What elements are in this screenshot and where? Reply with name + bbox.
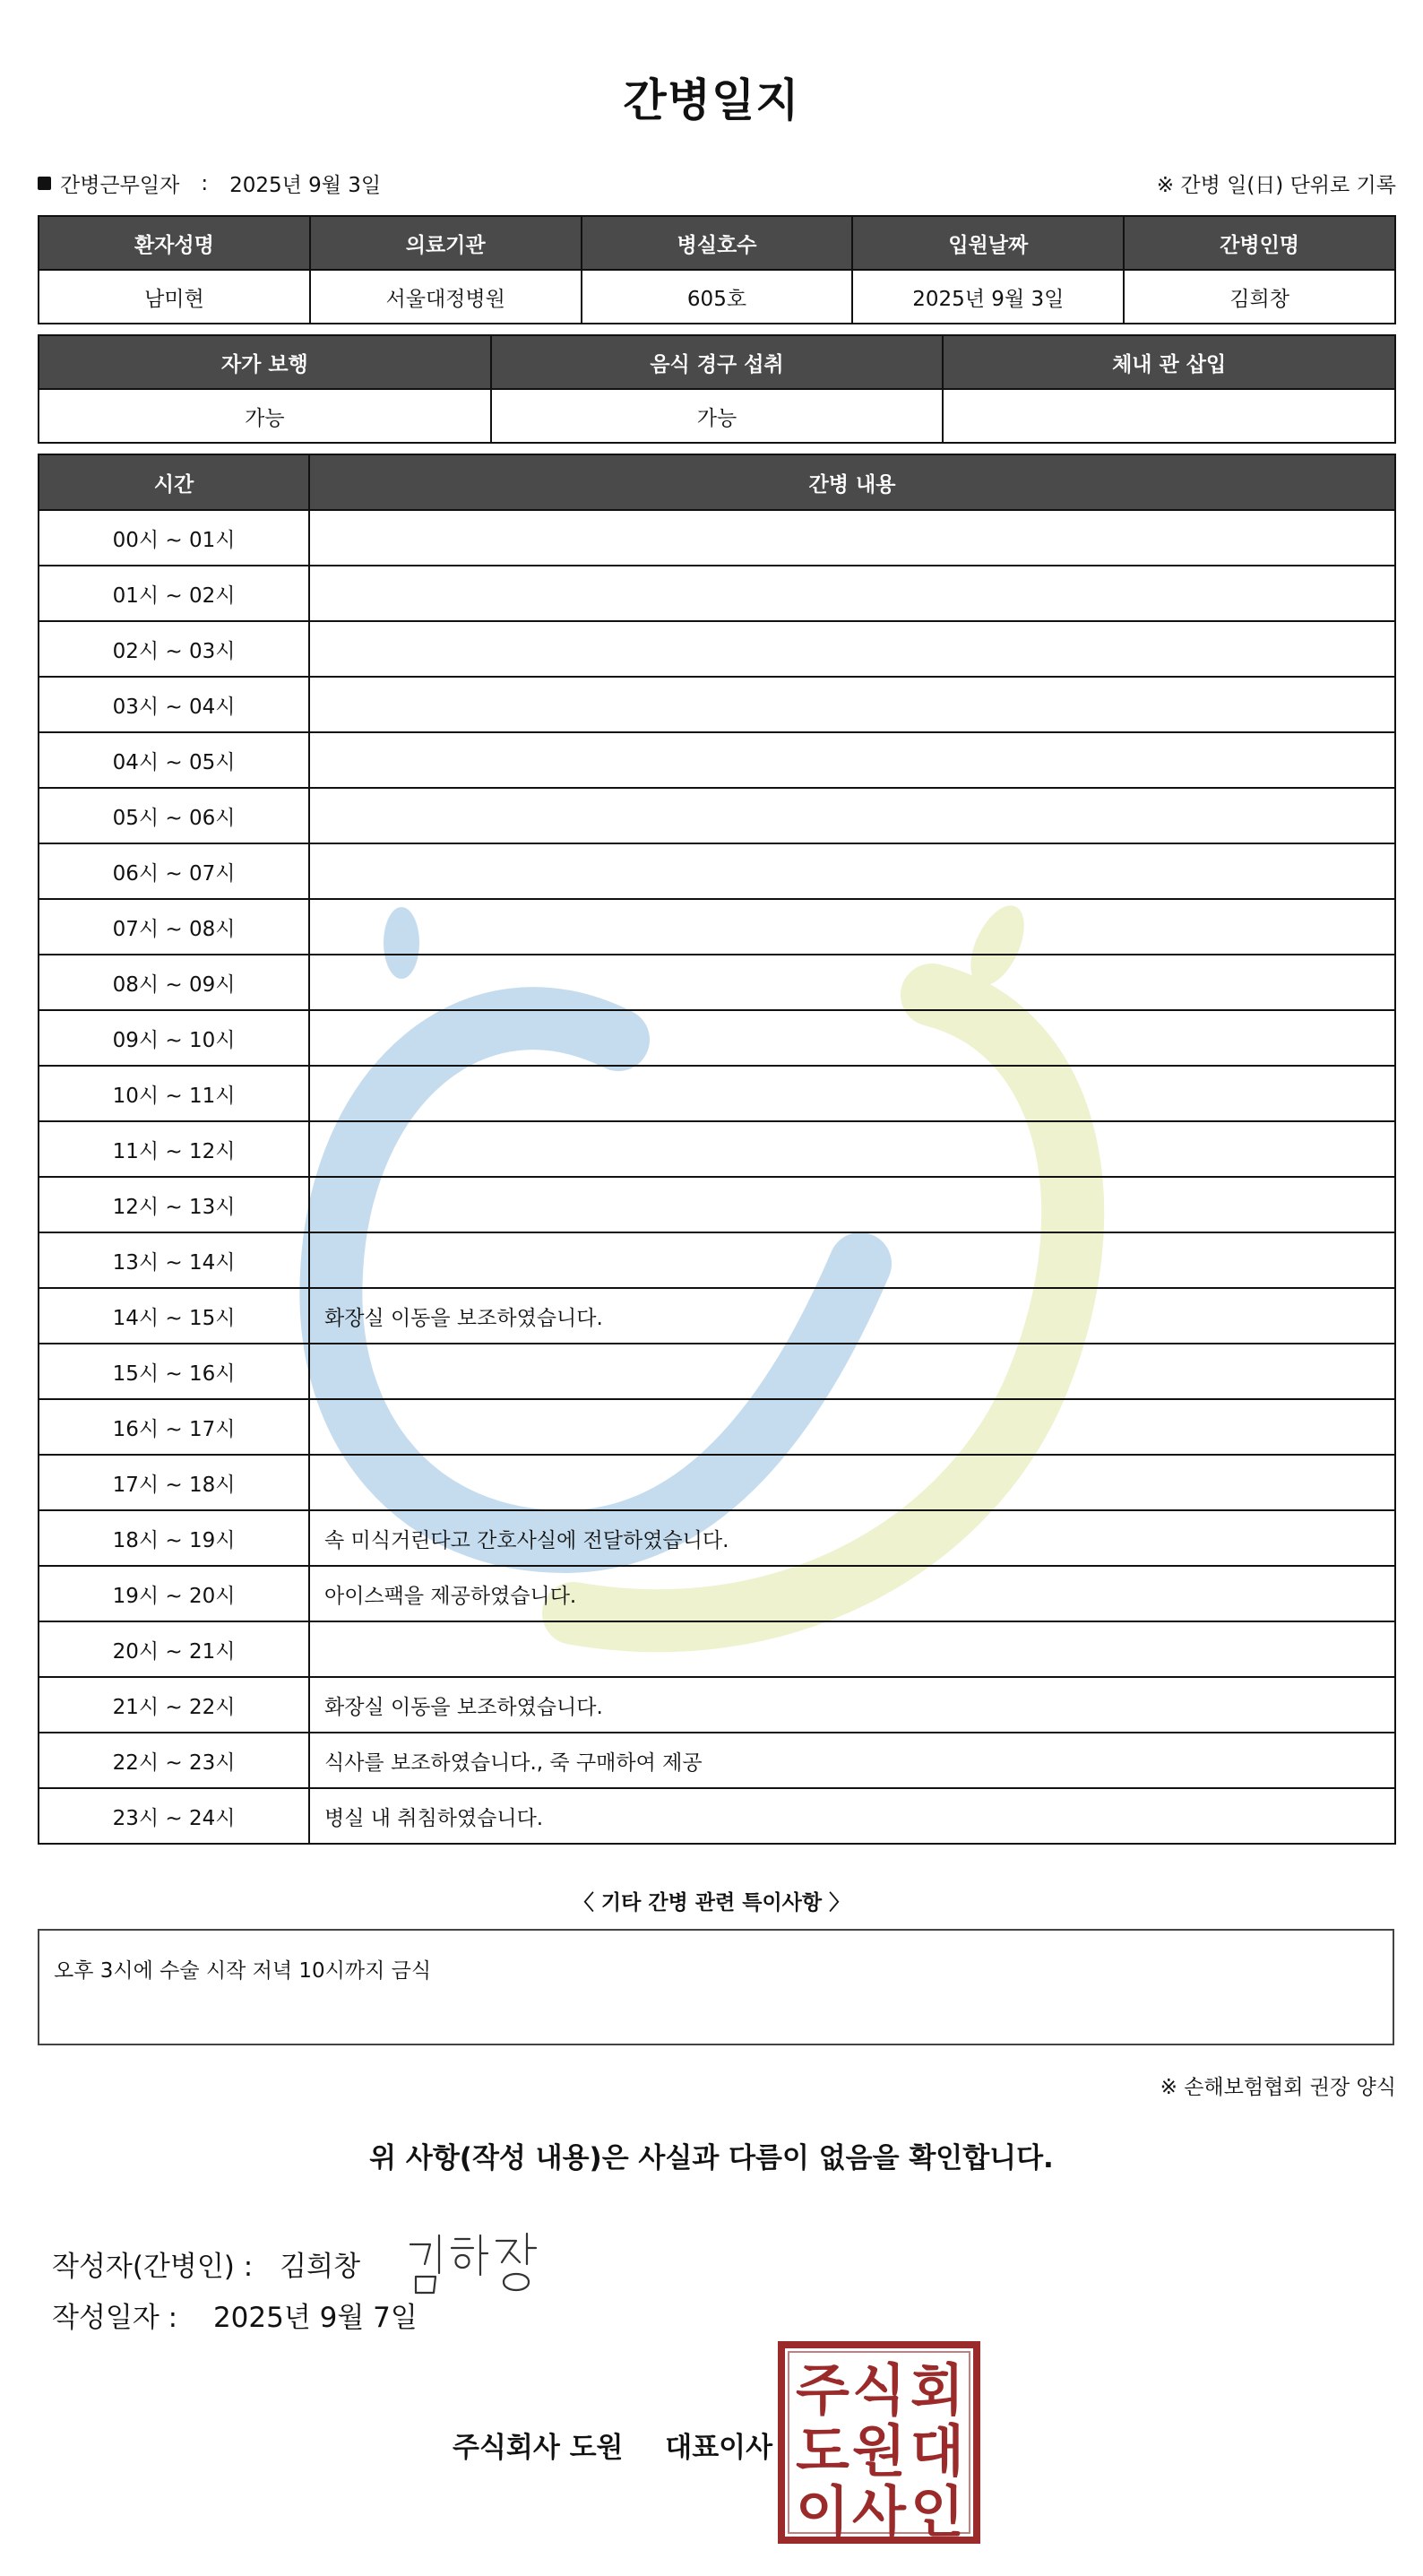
table-row xyxy=(39,1510,1395,1566)
log-time: 16시 ~ 17시 xyxy=(39,1399,309,1455)
company-signature xyxy=(453,2425,772,2465)
log-time: 00시 ~ 01시 xyxy=(39,510,309,566)
log-time: 06시 ~ 07시 xyxy=(39,843,309,899)
table-row xyxy=(39,566,1395,621)
svg-text:이: 이 xyxy=(796,2479,849,2544)
log-time: 01시 ~ 02시 xyxy=(39,566,309,621)
table-row xyxy=(39,1788,1395,1844)
log-time: 21시 ~ 22시 xyxy=(39,1677,309,1733)
work-date-label: 간병근무일자 xyxy=(60,174,180,197)
log-content xyxy=(309,788,1395,843)
table-row xyxy=(39,732,1395,788)
log-time: 23시 ~ 24시 xyxy=(39,1788,309,1844)
table-row xyxy=(39,1232,1395,1288)
log-content xyxy=(309,1121,1395,1177)
company-name: 주식회사 도원 xyxy=(453,2432,624,2464)
written-date-value: 2025년 9월 7일 xyxy=(212,2302,418,2334)
table-row xyxy=(39,1733,1395,1788)
table-row xyxy=(39,1566,1395,1621)
table-row xyxy=(39,1121,1395,1177)
table-row xyxy=(39,788,1395,843)
log-content xyxy=(309,899,1395,955)
svg-text:식: 식 xyxy=(852,2357,906,2423)
log-time: 08시 ~ 09시 xyxy=(39,955,309,1010)
log-time: 17시 ~ 18시 xyxy=(39,1455,309,1510)
room-number: 605호 xyxy=(582,270,853,324)
table-row xyxy=(39,1677,1395,1733)
ceo-title: 대표이사 xyxy=(665,2432,773,2464)
log-time: 04시 ~ 05시 xyxy=(39,732,309,788)
table-row xyxy=(39,1344,1395,1399)
log-time: 05시 ~ 06시 xyxy=(39,788,309,843)
header-patient-name: 환자성명 xyxy=(39,216,310,270)
log-content xyxy=(309,566,1395,621)
log-content: 병실 내 취침하였습니다. xyxy=(309,1788,1395,1844)
table-row xyxy=(39,1066,1395,1121)
care-log-body xyxy=(39,510,1395,1844)
log-content xyxy=(309,677,1395,732)
record-note: ※ 간병 일(日) 단위로 기록 xyxy=(1156,174,1396,197)
log-time: 13시 ~ 14시 xyxy=(39,1232,309,1288)
svg-text:사: 사 xyxy=(852,2479,906,2544)
table-row xyxy=(39,1177,1395,1232)
notes-box: 오후 3시에 수술 시작 저녁 10시까지 금식 xyxy=(38,1929,1394,2045)
header-hospital: 의료기관 xyxy=(310,216,582,270)
log-time: 03시 ~ 04시 xyxy=(39,677,309,732)
header-oral-intake: 음식 경구 섭취 xyxy=(491,335,944,389)
writer-label: 작성자(간병인) : xyxy=(52,2250,254,2283)
log-content xyxy=(309,955,1395,1010)
table-row xyxy=(39,843,1395,899)
writer-name: 김희창 xyxy=(280,2250,361,2283)
patient-status-table xyxy=(38,334,1396,444)
log-content: 화장실 이동을 보조하였습니다. xyxy=(309,1677,1395,1733)
oral-intake: 가능 xyxy=(491,389,944,443)
log-time: 14시 ~ 15시 xyxy=(39,1288,309,1344)
patient-name: 남미현 xyxy=(39,270,310,324)
log-content xyxy=(309,1010,1395,1066)
caregiver-name: 김희창 xyxy=(1124,270,1395,324)
log-time: 22시 ~ 23시 xyxy=(39,1733,309,1788)
table-row xyxy=(39,1010,1395,1066)
table-row xyxy=(39,899,1395,955)
svg-text:대: 대 xyxy=(910,2418,964,2484)
log-time: 07시 ~ 08시 xyxy=(39,899,309,955)
log-content: 속 미식거린다고 간호사실에 전달하였습니다. xyxy=(309,1510,1395,1566)
work-date-value: 2025년 9월 3일 xyxy=(229,174,382,197)
table-row xyxy=(39,621,1395,677)
company-seal-icon xyxy=(778,2341,980,2544)
log-time: 18시 ~ 19시 xyxy=(39,1510,309,1566)
page-title: 간병일지 xyxy=(623,74,800,126)
log-content xyxy=(309,1455,1395,1510)
log-content xyxy=(309,1232,1395,1288)
log-content xyxy=(309,732,1395,788)
header-care-content: 간병 내용 xyxy=(309,454,1395,510)
header-self-walking: 자가 보행 xyxy=(39,335,491,389)
header-admission-date: 입원날짜 xyxy=(852,216,1124,270)
confirmation-statement: 위 사항(작성 내용)은 사실과 다름이 없음을 확인합니다. xyxy=(369,2142,1054,2174)
log-content xyxy=(309,1344,1395,1399)
header-time: 시간 xyxy=(39,454,309,510)
admission-date: 2025년 9월 3일 xyxy=(852,270,1124,324)
log-content xyxy=(309,1066,1395,1121)
table-row xyxy=(39,510,1395,566)
log-time: 19시 ~ 20시 xyxy=(39,1566,309,1621)
self-walking: 가능 xyxy=(39,389,491,443)
svg-text:주: 주 xyxy=(796,2357,849,2423)
log-content xyxy=(309,621,1395,677)
table-row xyxy=(39,1288,1395,1344)
written-date-label: 작성일자 : xyxy=(52,2302,178,2334)
log-content xyxy=(309,1621,1395,1677)
work-date xyxy=(38,169,381,198)
svg-text:원: 원 xyxy=(852,2418,906,2484)
table-row xyxy=(39,1399,1395,1455)
work-date-separator: : xyxy=(201,171,209,195)
log-time: 11시 ~ 12시 xyxy=(39,1121,309,1177)
svg-text:인: 인 xyxy=(910,2479,964,2544)
log-time: 09시 ~ 10시 xyxy=(39,1010,309,1066)
table-row xyxy=(39,677,1395,732)
log-content: 아이스팩을 제공하였습니다. xyxy=(309,1566,1395,1621)
patient-info-table xyxy=(38,215,1396,324)
log-time: 20시 ~ 21시 xyxy=(39,1621,309,1677)
table-row xyxy=(39,955,1395,1010)
log-time: 02시 ~ 03시 xyxy=(39,621,309,677)
svg-text:회: 회 xyxy=(910,2357,964,2423)
table-row xyxy=(39,1455,1395,1510)
header-caregiver: 간병인명 xyxy=(1124,216,1395,270)
log-time: 15시 ~ 16시 xyxy=(39,1344,309,1399)
writer-row xyxy=(52,2228,556,2298)
log-content xyxy=(309,1399,1395,1455)
log-content xyxy=(309,510,1395,566)
square-bullet-icon xyxy=(38,177,51,190)
header-room: 병실호수 xyxy=(582,216,853,270)
log-time: 10시 ~ 11시 xyxy=(39,1066,309,1121)
log-content: 화장실 이동을 보조하였습니다. xyxy=(309,1288,1395,1344)
log-content: 식사를 보조하였습니다., 죽 구매하여 제공 xyxy=(309,1733,1395,1788)
log-content xyxy=(309,1177,1395,1232)
table-row xyxy=(39,1621,1395,1677)
care-log-table xyxy=(38,454,1396,1845)
notes-title: 〈 기타 간병 관련 특이사항 〉 xyxy=(573,1891,850,1915)
recommend-note: ※ 손해보험협회 권장 양식 xyxy=(1160,2076,1396,2099)
header-tube-insertion: 체내 관 삽입 xyxy=(943,335,1395,389)
written-date-row xyxy=(52,2295,418,2335)
tube-insertion xyxy=(943,389,1395,443)
log-content xyxy=(309,843,1395,899)
meta-row xyxy=(38,169,1396,201)
signature-icon xyxy=(403,2228,556,2298)
log-time: 12시 ~ 13시 xyxy=(39,1177,309,1232)
hospital: 서울대정병원 xyxy=(310,270,582,324)
svg-text:도: 도 xyxy=(796,2418,849,2484)
